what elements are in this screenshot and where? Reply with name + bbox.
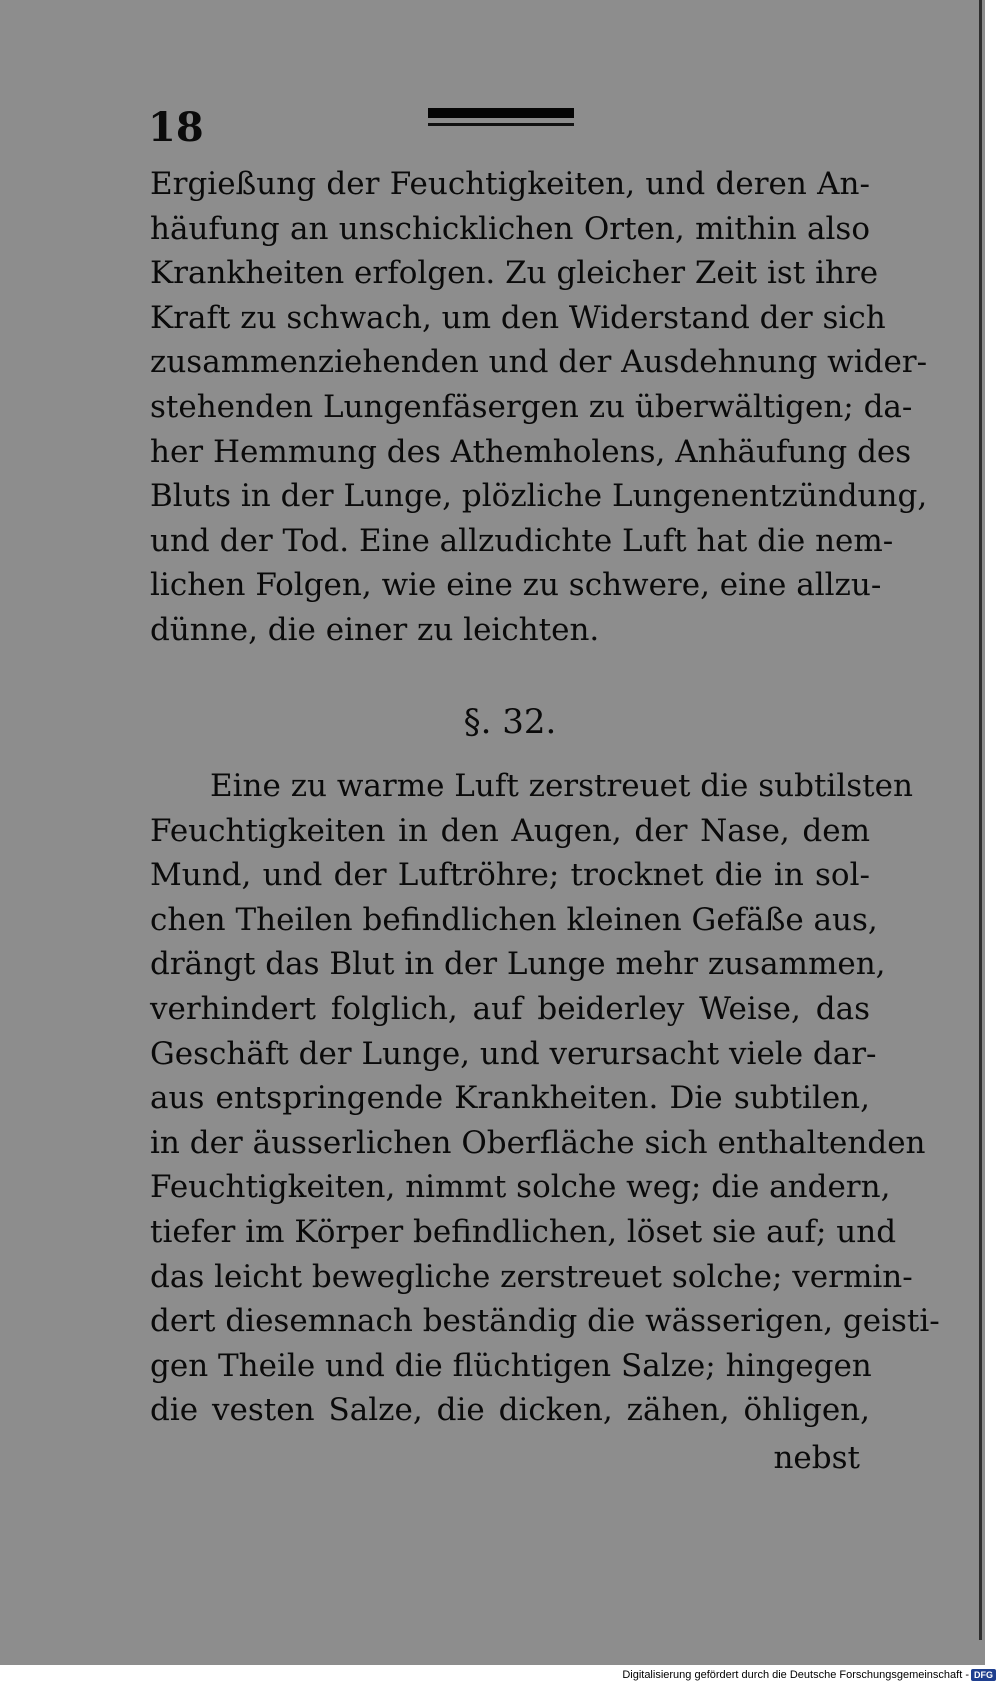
text-line: gen Theile und die flüchtigen Salze; hingegen [150, 1347, 872, 1384]
text-line: zusammenziehenden und der Ausdehnung wider- [150, 344, 928, 381]
text-line: Feuchtigkeiten in den Augen, der Nase, dem [150, 812, 870, 849]
text-line: tiefer im Körper befindlichen, löset sie auf; und [150, 1213, 897, 1250]
digitization-credit [622, 1669, 996, 1681]
text-line: her Hemmung des Athemholens, Anhäufung des [150, 433, 912, 470]
text-line: Ergießung der Feuchtigkeiten, und deren An- [150, 166, 870, 202]
text-line: in der äusserlichen Oberfläche sich enthaltenden [150, 1124, 926, 1161]
text-line: Krankheiten erfolgen. Zu gleicher Zeit ist ihre [150, 255, 879, 292]
text-line: drängt das Blut in der Lunge mehr zusammen, [150, 946, 886, 983]
text-line: die vesten Salze, die dicken, zähen, öhligen, [150, 1392, 870, 1429]
text-line: Feuchtigkeiten, nimmt solche weg; die andern, [150, 1169, 891, 1206]
text-line: und der Tod. Eine allzudichte Luft hat die nem- [150, 522, 894, 559]
text-line: Eine zu warme Luft zerstreuet die subtilsten [210, 768, 913, 804]
text-line: aus entspringende Krankheiten. Die subtilen, [150, 1080, 870, 1117]
header-rule [428, 108, 574, 126]
paragraph-continuation [150, 162, 928, 653]
text-line: dünne, die einer zu leichten. [150, 611, 600, 648]
catchword: nebst [773, 1440, 860, 1476]
page-edge-line [979, 0, 982, 1640]
header-rule-thin [428, 123, 574, 126]
text-line: chen Theilen befindlichen kleinen Gefäße aus, [150, 901, 878, 938]
page-number: 18 [148, 104, 204, 151]
text-line: Mund, und der Luftröhre; trocknet die in sol- [150, 857, 870, 894]
text-line: dert diesemnach beständig die wässerigen, geisti- [150, 1303, 940, 1340]
text-line: Kraft zu schwach, um den Widerstand der sich [150, 299, 886, 336]
paragraph-section-32 [150, 764, 940, 1433]
section-heading: §. 32. [463, 702, 557, 742]
dfg-logo-icon: DFG [971, 1669, 996, 1681]
text-line: Bluts in der Lunge, plözliche Lungenentzündung, [150, 478, 928, 515]
text-line: häufung an unschicklichen Orten, mithin also [150, 210, 870, 247]
footer-text: Digitalisierung gefördert durch die Deutsche Forschungsgemeinschaft - [622, 1669, 969, 1681]
header-rule-thick [428, 108, 574, 118]
text-line: stehenden Lungenfäsergen zu überwältigen; da- [150, 388, 913, 425]
text-line: das leicht bewegliche zerstreuet solche; vermin- [150, 1258, 913, 1295]
text-line: verhindert folglich, auf beiderley Weise, das [150, 990, 870, 1027]
text-line: lichen Folgen, wie eine zu schwere, eine allzu- [150, 567, 882, 604]
text-line: Geschäft der Lunge, und verursacht viele dar- [150, 1035, 877, 1072]
